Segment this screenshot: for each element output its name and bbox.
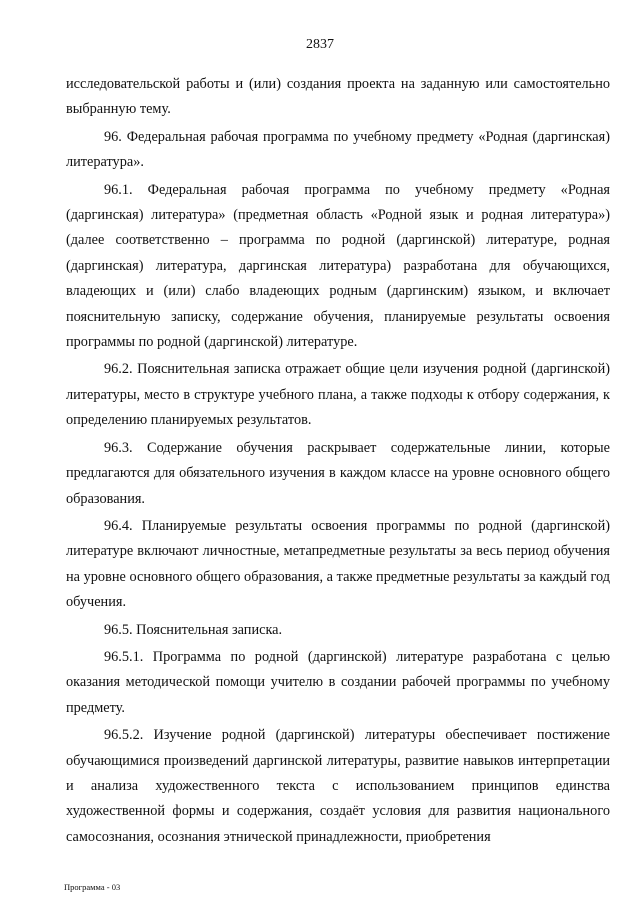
body-text xyxy=(66,72,610,850)
footer-label: Программа - 03 xyxy=(64,882,121,892)
paragraph-96-2: 96.2. Пояснительная записка отражает общие цели изучения родной (даргинской) литературы, место в структуре учебного плана, а также подходы к отбору содержания, к определению планируемых результатов. xyxy=(66,361,610,429)
paragraph-96-4: 96.4. Планируемые результаты освоения программы по родной (даргинской) литературе включают личностные, метапредметные результаты за весь период обучения на уровне основного общего образования, а также предметные результаты за каждый год обучения. xyxy=(66,517,610,611)
paragraph-96-5: 96.5. Пояснительная записка. xyxy=(104,621,283,638)
paragraph-96-5-2: 96.5.2. Изучение родной (даргинской) литературы обеспечивает постижение обучающимися произведений даргинской литературы, развитие навыков интерпретации и анализа художественного текста с использованием принципов единства художественной формы и содержания, создаёт условия для развития национального самосознания, осознания этнической принадлежности, приобретения xyxy=(66,727,610,845)
paragraph-96-3: 96.3. Содержание обучения раскрывает содержательные линии, которые предлагаются для обязательного изучения в каждом классе на уровне основного общего образования. xyxy=(66,439,610,507)
paragraph-continuation: исследовательской работы и (или) создания проекта на заданную или самостоятельно выбранную тему. xyxy=(66,76,610,118)
paragraph-96-5-1: 96.5.1. Программа по родной (даргинской) литературе разработана с целью оказания методической помощи учителю в создании рабочей программы по учебному предмету. xyxy=(66,648,610,716)
paragraph-96-1: 96.1. Федеральная рабочая программа по учебному предмету «Родная (даргинская) литература» (предметная область «Родной язык и родная литература») (далее соответственно – программа по родной (даргинской) литературе, родная (даргинская) литература, даргинская литература) разработана для обучающихся, владеющих и (или) слабо владеющих родным (даргинским) языком, и включает пояснительную записку, содержание обучения, планируемые результаты освоения программы по родной (даргинской) литературе. xyxy=(66,181,610,351)
paragraph-96: 96. Федеральная рабочая программа по учебному предмету «Родная (даргинская) литература». xyxy=(66,128,610,171)
page-number: 2837 xyxy=(306,37,334,52)
